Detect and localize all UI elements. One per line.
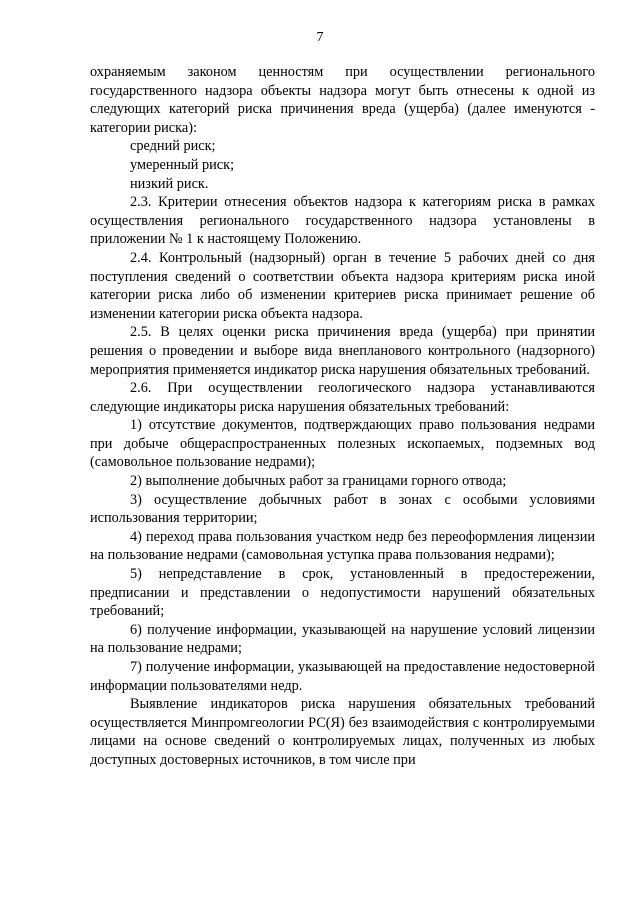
paragraph: низкий риск. [130, 175, 209, 192]
paragraph: 2.6. При осуществлении геологического надзора устанавливаются следующие индикаторы риска нарушения обязательных требований: [90, 380, 595, 415]
paragraph: умеренный риск; [130, 156, 235, 173]
paragraph: 2) выполнение добычных работ за границами горного отвода; [130, 473, 507, 490]
paragraph: 3) осуществление добычных работ в зонах с особыми условиями использования территории; [90, 491, 595, 527]
paragraph: средний риск; [130, 138, 216, 155]
paragraph: 5) непредставление в срок, установленный в предостережении, предписании и представлении о недопустимости нарушений обязательных требований; [90, 566, 595, 620]
paragraph: охраняемым законом ценностям при осуществлении регионального государственного надзора объекты надзора могут быть отнесены к одной из следующих категорий риска причинения вреда (ущерба) (далее именуются - категории риска): [90, 64, 595, 136]
paragraph: 1) отсутствие документов, подтверждающих право пользования недрами при добыче общераспространенных полезных ископаемых, подземных вод (самовольное пользование недрами); [90, 417, 595, 471]
page-number: 7 [316, 30, 324, 45]
paragraph: 2.4. Контрольный (надзорный) орган в течение 5 рабочих дней со дня поступления сведений о соответствии объекта надзора критериям риска иной категории риска либо об изменении критериев риска принимает решение об изменении категории риска объекта надзора. [90, 249, 595, 322]
paragraph: 7) получение информации, указывающей на предоставление недостоверной информации пользователями недр. [90, 659, 595, 694]
paragraph: 2.3. Критерии отнесения объектов надзора к категориям риска в рамках осуществления регионального государственного надзора установлены в приложении № 1 к настоящему Положению. [90, 194, 595, 248]
paragraph: Выявление индикаторов риска нарушения обязательных требований осуществляется Минпромгеологии РС(Я) без взаимодействия с контролируемыми лицами на основе сведений о контролируемых лицах, полученных из любых доступных достоверных источников, в том числе при [90, 696, 595, 768]
paragraph: 4) переход права пользования участком недр без переоформления лицензии на пользование недрами (самовольная уступка права пользования недрами); [90, 528, 595, 564]
paragraph: 6) получение информации, указывающей на нарушение условий лицензии на пользование недрами; [90, 621, 595, 657]
paragraph: 2.5. В целях оценки риска причинения вреда (ущерба) при принятии решения о проведении и выборе вида внепланового контрольного (надзорного) мероприятия применяется индикатор риска нарушения обязательных требований. [90, 324, 595, 378]
body-text [90, 63, 595, 770]
